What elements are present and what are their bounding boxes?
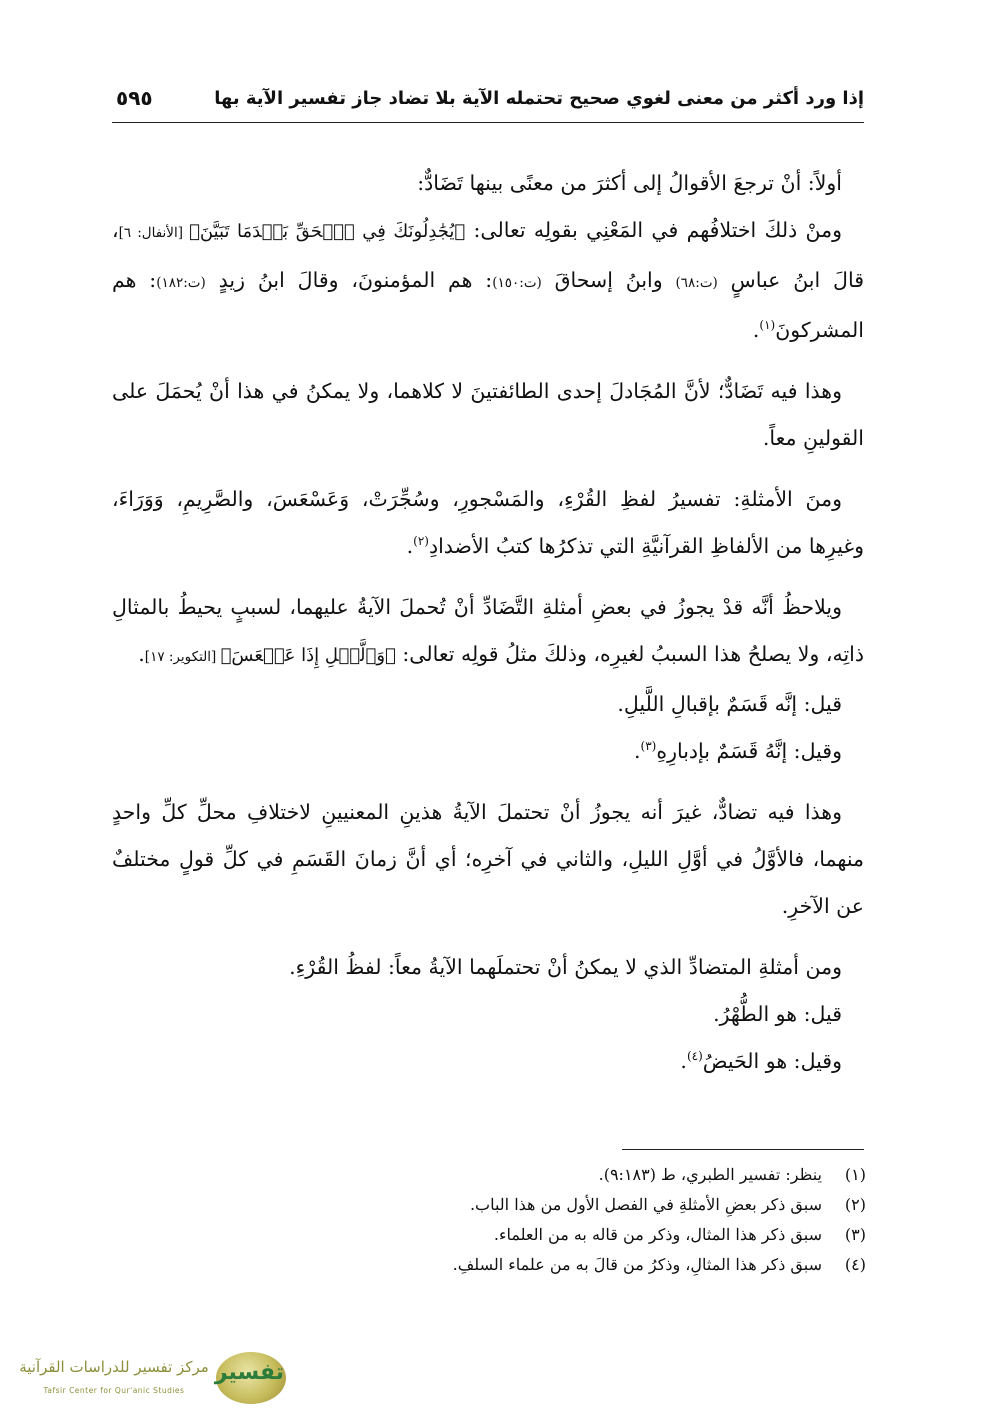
- footnote-text: سبق ذكر هذا المثالِ، وذكرُ من قالَ به من علماء السلفِ.: [452, 1255, 822, 1274]
- paragraph-8: وهذا فيه تضادٌّ، غيرَ أنه يجوزُ أنْ تحتملَ الآيةُ هذينِ المعنيينِ لاختلافِ محلِّ كلِّ واحدٍ منهما، فالأوَّلُ في أوَّلِ الليلِ، والثاني في آخرِه؛ أي أنَّ زمانَ القَسَمِ في كلِّ قولٍ مختلفٌ عن الآخرِ.: [112, 800, 864, 918]
- footnote-text: سبق ذكر بعضِ الأمثلةِ في الفصل الأول من هذا الباب.: [469, 1195, 822, 1214]
- death-date-ibn-abbas: (ت:٦٨): [675, 275, 718, 291]
- paragraph-4-text: ومنَ الأمثلةِ: تفسيرُ لفظِ القُرْءِ، والمَسْجورِ، وسُجِّرَتْ، وَعَسْعَسَ، والصَّرِيمِ، وَوَرَاءَ، وغيرِها من الألفاظِ القرآنيَّةِ التي تذكرُها كتبُ الأضدادِ: [112, 487, 864, 558]
- footnote-ref-2: (٢): [413, 534, 429, 549]
- footnote-text: سبق ذكر هذا المثال، وذكر من قاله به من العلماء.: [493, 1225, 822, 1244]
- paragraph-1: أولاً: أنْ ترجعَ الأقوالُ إلى أكثرَ من معنًى بينها تَضَادٌّ:: [417, 171, 842, 195]
- footnote-1: [112, 1160, 866, 1190]
- footnote-ref-4: (٤): [686, 1049, 703, 1064]
- paragraph-2-end: .: [752, 318, 760, 342]
- logo-emblem-text: تفسير: [214, 1360, 284, 1385]
- verse-source-1: [الأنفال: ٦]: [118, 225, 190, 241]
- running-title: إذا ورد أكثر من معنى لغوي صحيح تحتمله الآية بلا تضاد جاز تفسير الآية بها: [214, 88, 864, 109]
- paragraph-4-end: .: [406, 534, 414, 558]
- paragraph-11-text: وقيل: هو الحَيضُ: [702, 1049, 842, 1073]
- paragraph-3: وهذا فيه تَضَادٌّ؛ لأنَّ المُجَادلَ إحدى الطائفتينَ لا كلاهما، ولا يمكنُ في هذا أنْ يُحمَلَ على القولينِ معاً.: [112, 379, 864, 450]
- paragraph-7-text: وقيل: إنَّهُ قَسَمٌ بإدبارِهِ: [656, 739, 842, 763]
- footnote-number: (١): [844, 1165, 866, 1184]
- paragraph-2: [112, 207, 864, 354]
- paragraph-5: [112, 584, 864, 681]
- logo-arabic-name: مركز تفسير للدراسات القرآنية: [19, 1358, 209, 1376]
- paragraph-2-text-d: : هم المؤمنونَ، وقالَ ابنُ زيدٍ: [205, 268, 493, 292]
- footnote-number: (٣): [844, 1225, 866, 1244]
- paragraph-9: ومن أمثلةِ المتضادِّ الذي لا يمكنُ أنْ تحتملَهما الآيةُ معاً: لفظُ القُرْءِ.: [289, 955, 842, 979]
- paragraph-5-text: ويلاحظُ أنَّه قدْ يجوزُ في بعضِ أمثلةِ التَّضَادِّ أنْ تُحملَ الآيةُ عليهما، لسببٍ يحيطُ بالمثالِ ذاتِه، ولا يصلحُ هذا السببُ لغيرِه، وذلكَ مثلُ قولِه تعالى:: [112, 595, 864, 666]
- logo-latin-name: Tafsir Center for Qur'anic Studies: [43, 1386, 185, 1395]
- footnote-4: [112, 1250, 866, 1280]
- death-date-ibn-ishaq: (ت:١٥٠): [492, 275, 542, 291]
- paragraph-11: [112, 1038, 864, 1085]
- paragraph-7-end: .: [633, 739, 641, 763]
- page-number: ٥٩٥: [116, 86, 153, 110]
- footnote-divider: [622, 1149, 864, 1150]
- verse-source-2: [التكوير: ١٧]: [144, 649, 221, 665]
- footnote-3: [112, 1220, 866, 1250]
- paragraph-7: [112, 728, 864, 775]
- main-text: [112, 160, 864, 1085]
- running-header: [112, 82, 864, 123]
- quran-verse-2: ﴿وَٱلَّيۡلِ إِذَا عَسۡعَسَ﴾: [220, 645, 396, 666]
- tafsir-center-logo: [0, 1350, 290, 1410]
- footnotes: [112, 1160, 866, 1280]
- paragraph-2-text-c: وابنُ إسحاقَ: [541, 268, 676, 292]
- footnote-number: (٢): [844, 1195, 866, 1214]
- paragraph-2-text-a: ومنْ ذلكَ اختلافُهم في المَعْنِي بقولِه تعالى:: [465, 218, 843, 242]
- paragraph-2-text-b: ، قالَ ابنُ عباسٍ: [112, 218, 864, 292]
- paragraph-2-text-e: : هم المشركونَ: [112, 268, 864, 342]
- paragraph-5-end: .: [138, 642, 145, 666]
- paragraph-10: قيل: هو الطُّهْرُ.: [713, 1002, 842, 1026]
- death-date-ibn-zayd: (ت:١٨٢): [156, 275, 206, 291]
- paragraph-11-end: .: [680, 1049, 687, 1073]
- footnote-2: [112, 1190, 866, 1220]
- quran-verse-1: ﴿يُجَٰدِلُونَكَ فِي ٱلۡحَقِّ بَعۡدَمَا تَبَيَّنَ﴾: [189, 221, 466, 242]
- footnote-text: ينظر: تفسير الطبري، ط (٩:١٨٣).: [598, 1165, 822, 1184]
- footnote-ref-1: (١): [759, 318, 776, 333]
- footnote-number: (٤): [844, 1255, 866, 1274]
- footnote-ref-3: (٣): [640, 739, 657, 754]
- paragraph-6: قيل: إنَّه قَسَمٌ بإقبالِ اللَّيلِ.: [617, 692, 842, 716]
- paragraph-4: [112, 476, 864, 570]
